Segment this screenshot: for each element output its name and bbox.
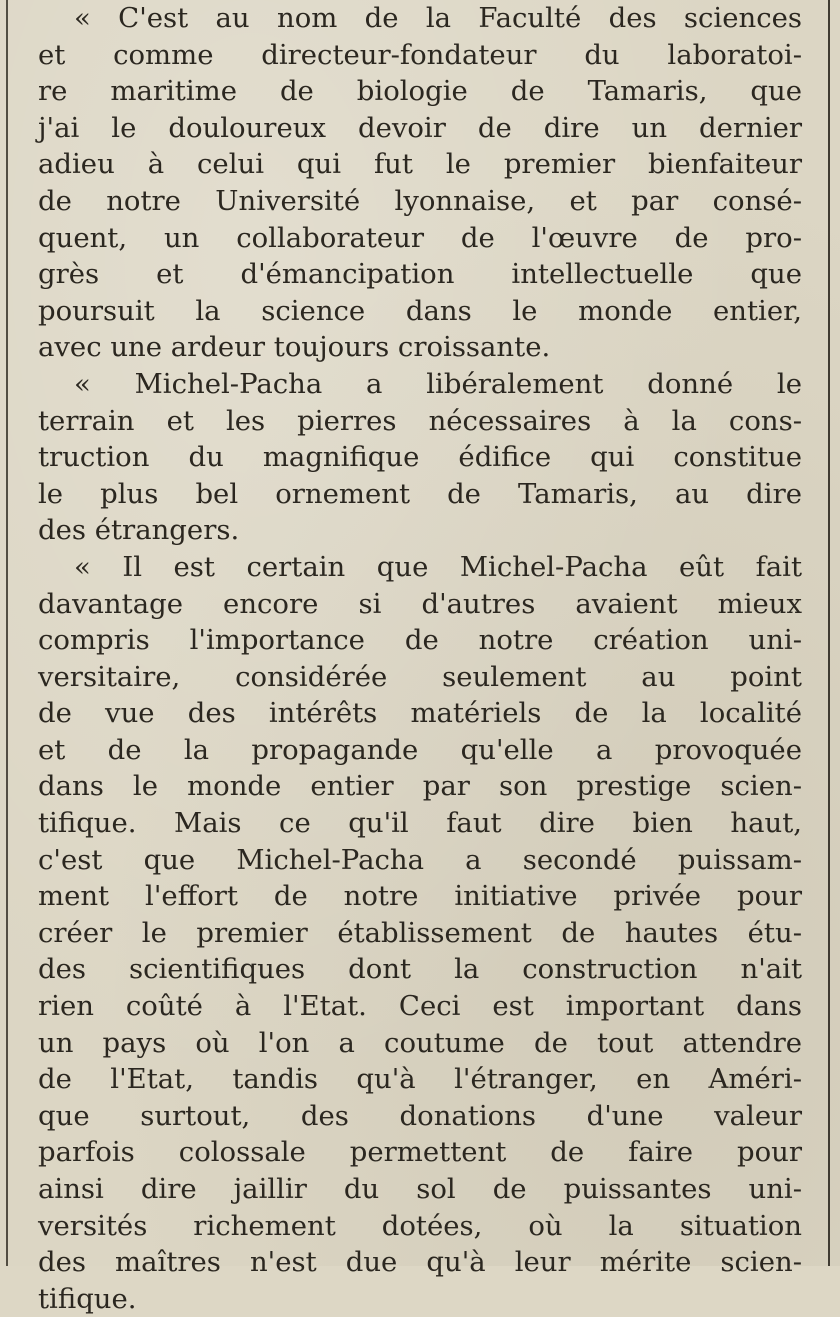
text-line: des étrangers. [38,514,240,547]
text-line: adieu à celui qui fut le premier bienfaiteur [38,148,802,181]
text-line: truction du magnifique édifice qui constitue [38,441,802,474]
paragraph-2 [38,366,802,549]
text-line: un pays où l'on a coutume de tout attendre [38,1026,802,1059]
text-line: créer le premier établissement de hautes étu- [38,916,802,949]
text-line: poursuit la science dans le monde entier, [38,294,802,327]
text-line: tifique. Mais ce qu'il faut dire bien haut, [38,807,802,840]
text-line: « Il est certain que Michel-Pacha eût fait [74,550,802,583]
text-line: re maritime de biologie de Tamaris, que [38,75,802,108]
text-line: versités richement dotées, où la situation [38,1209,802,1242]
text-line: « Michel-Pacha a libéralement donné le [74,367,802,400]
text-line: et comme directeur-fondateur du laboratoi- [38,38,802,71]
text-line: des maîtres n'est due qu'à leur mérite scien- [38,1246,802,1279]
text-line: que surtout, des donations d'une valeur [38,1099,802,1132]
text-line: des scientifiques dont la construction n'ait [38,953,802,986]
text-line: de l'Etat, tandis qu'à l'étranger, en Améri- [38,1063,802,1096]
text-line: quent, un collaborateur de l'œuvre de pro- [38,221,802,254]
text-line: parfois colossale permettent de faire pour [38,1136,802,1169]
text-line: j'ai le douloureux devoir de dire un dernier [38,111,802,144]
text-line: le plus bel ornement de Tamaris, au dire [38,477,802,510]
text-line: rien coûté à l'Etat. Ceci est important dans [38,990,802,1023]
right-column-rule [828,0,830,1266]
text-line: de vue des intérêts matériels de la localité [38,697,802,730]
text-line: ainsi dire jaillir du sol de puissantes uni- [38,1173,802,1205]
paragraph-1 [38,0,802,366]
article-column [38,0,802,1317]
text-line: compris l'importance de notre création uni- [38,624,802,657]
text-line: et de la propagande qu'elle a provoquée [38,733,802,766]
text-line: de notre Université lyonnaise, et par consé- [38,184,802,217]
text-line: c'est que Michel-Pacha a secondé puissam- [38,843,802,876]
text-line: terrain et les pierres nécessaires à la cons- [38,404,802,437]
text-line: avec une ardeur toujours croissante. [38,331,551,364]
text-line: ment l'effort de notre initiative privée pour [38,880,802,913]
paragraph-3 [38,549,802,1317]
text-line: davantage encore si d'autres avaient mieux [38,587,802,620]
left-column-rule [6,0,8,1266]
text-line: « C'est au nom de la Faculté des sciences [74,2,802,34]
text-line: versitaire, considérée seulement au point [38,660,802,693]
text-line: tifique. [38,1282,137,1315]
text-line: grès et d'émancipation intellectuelle que [38,258,802,291]
text-line: dans le monde entier par son prestige scien- [38,770,802,803]
